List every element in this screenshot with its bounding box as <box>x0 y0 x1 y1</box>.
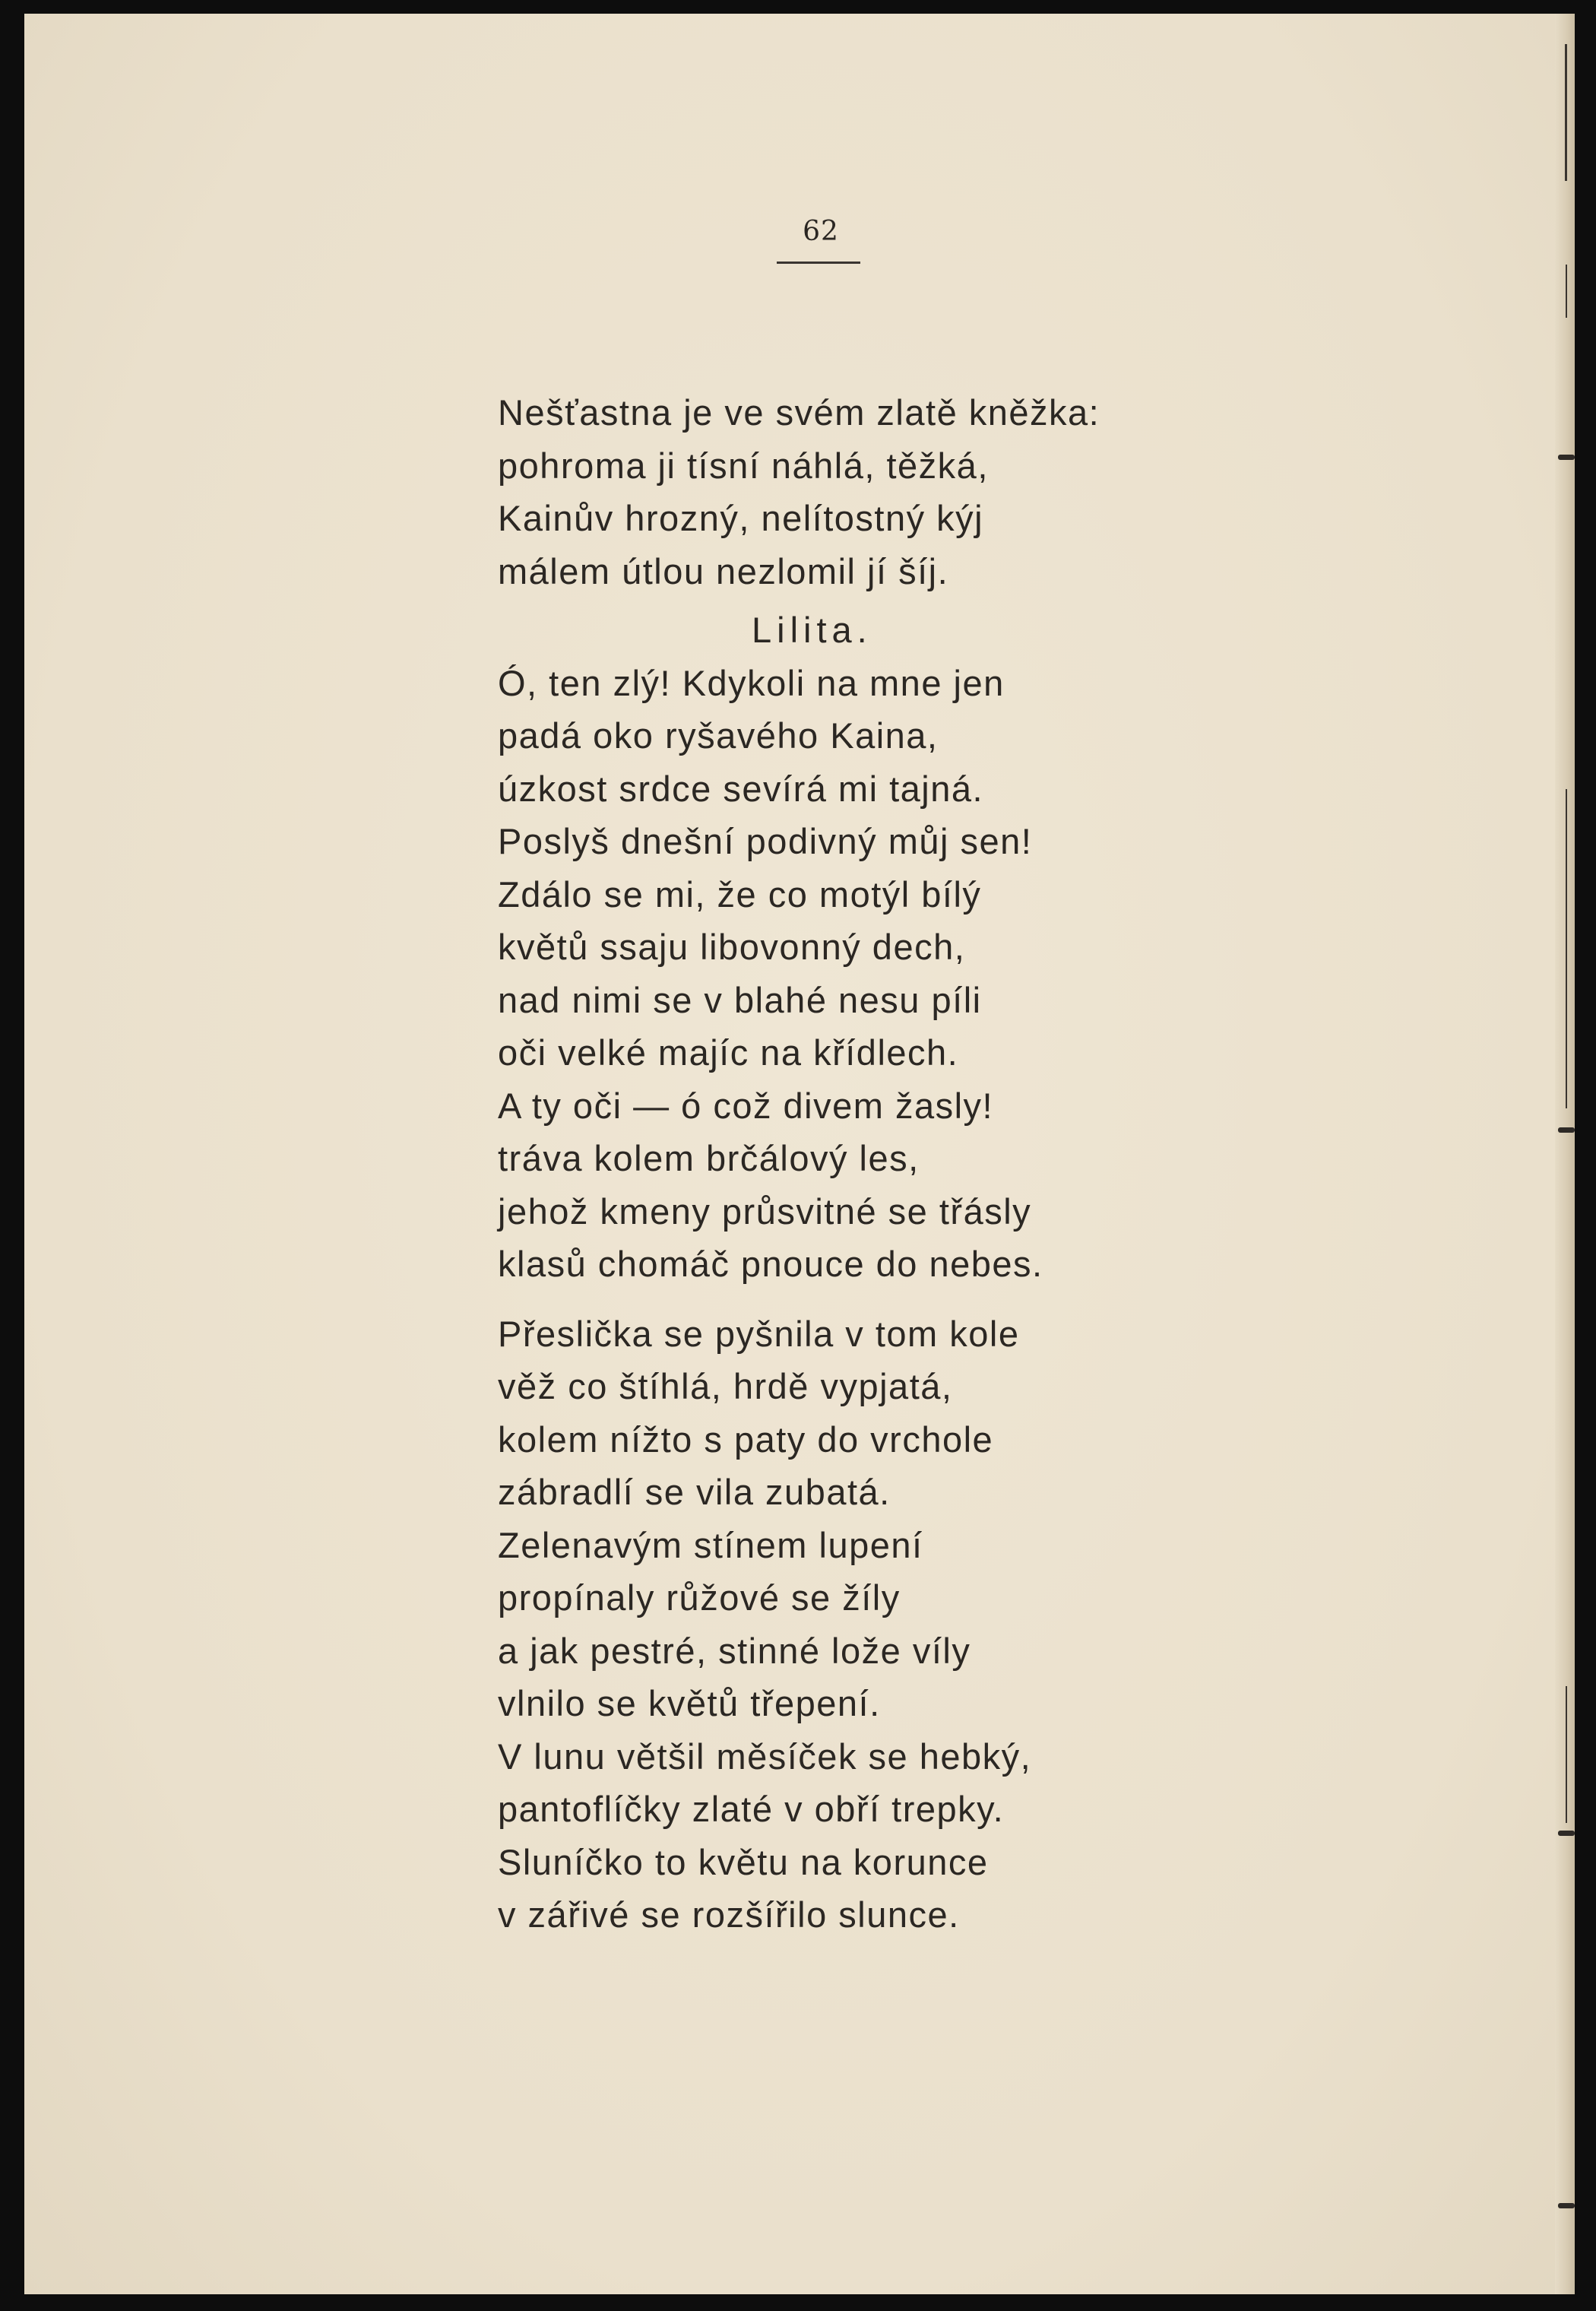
verse-line: nad nimi se v blahé nesu píli <box>498 979 982 1020</box>
verse-line: Poslyš dnešní podivný můj sen! <box>498 821 1033 861</box>
verse-line: květů ssaju libovonný dech, <box>498 927 966 967</box>
verse-line: Kainův hrozný, nelítostný kýj <box>498 498 984 538</box>
book-page <box>24 14 1575 2294</box>
binding-thread-mark <box>1558 1831 1575 1836</box>
stanza-1 <box>498 386 1410 598</box>
spine-shadow-line <box>1566 265 1567 318</box>
verse-line: úzkost srdce sevírá mi tajná. <box>498 768 984 809</box>
verse-line: Zdálo se mi, že co motýl bílý <box>498 873 982 915</box>
verse-line: propínaly růžové se žíly <box>498 1577 901 1618</box>
poem-text <box>498 386 1410 1942</box>
verse-line: klasů chomáč pnouce do nebes. <box>498 1244 1043 1284</box>
spine-shadow-line <box>1565 44 1567 181</box>
verse-line: tráva kolem brčálový les, <box>498 1138 920 1178</box>
page-number: 62 <box>803 216 839 247</box>
verse-line: Nešťastna je ve svém zlatě kněžka: <box>498 392 1100 433</box>
binding-thread-mark <box>1558 1127 1575 1133</box>
verse-line: vlnilo se květů třepení. <box>498 1683 881 1723</box>
verse-line: Přeslička se pyšnila v tom kole <box>498 1313 1020 1354</box>
verse-line: jehož kmeny průsvitné se třásly <box>498 1190 1032 1232</box>
verse-line: pohroma ji tísní náhlá, těžká, <box>498 445 989 486</box>
verse-line: pantoflíčky zlaté v obří trepky. <box>498 1789 1005 1829</box>
stanza-break <box>498 1291 1410 1308</box>
verse-line: Sluníčko to květu na korunce <box>498 1841 989 1882</box>
verse-line: věž co štíhlá, hrdě vypjatá, <box>498 1366 953 1406</box>
verse-line: zábradlí se vila zubatá. <box>498 1472 891 1512</box>
stanza-3 <box>498 1308 1410 1942</box>
verse-line: a jak pestré, stinné lože víly <box>498 1630 971 1671</box>
verse-line: Ó, ten zlý! Kdykoli na mne jen <box>498 662 1005 703</box>
verse-line: A ty oči — ó což divem žasly! <box>498 1085 994 1126</box>
binding-thread-mark <box>1558 2203 1575 2208</box>
page-spine-edge <box>1555 14 1575 2294</box>
spine-shadow-line <box>1566 1686 1567 1823</box>
verse-line: kolem nížto s paty do vrchole <box>498 1419 994 1460</box>
verse-line: V lunu většil měsíček se hebký, <box>498 1736 1032 1777</box>
page-number-rule <box>777 262 860 264</box>
verse-line: málem útlou nezlomil jí šíj. <box>498 550 949 591</box>
binding-thread-mark <box>1558 455 1575 460</box>
speaker-heading: Lilita. <box>752 610 872 650</box>
stanza-2 <box>498 657 1410 1291</box>
verse-line: v zářivé se rozšířilo slunce. <box>498 1894 960 1935</box>
verse-line: Zelenavým stínem lupení <box>498 1524 923 1565</box>
spine-shadow-line <box>1566 789 1567 1108</box>
verse-line: padá oko ryšavého Kaina, <box>498 715 939 756</box>
verse-line: oči velké majíc na křídlech. <box>498 1032 959 1073</box>
